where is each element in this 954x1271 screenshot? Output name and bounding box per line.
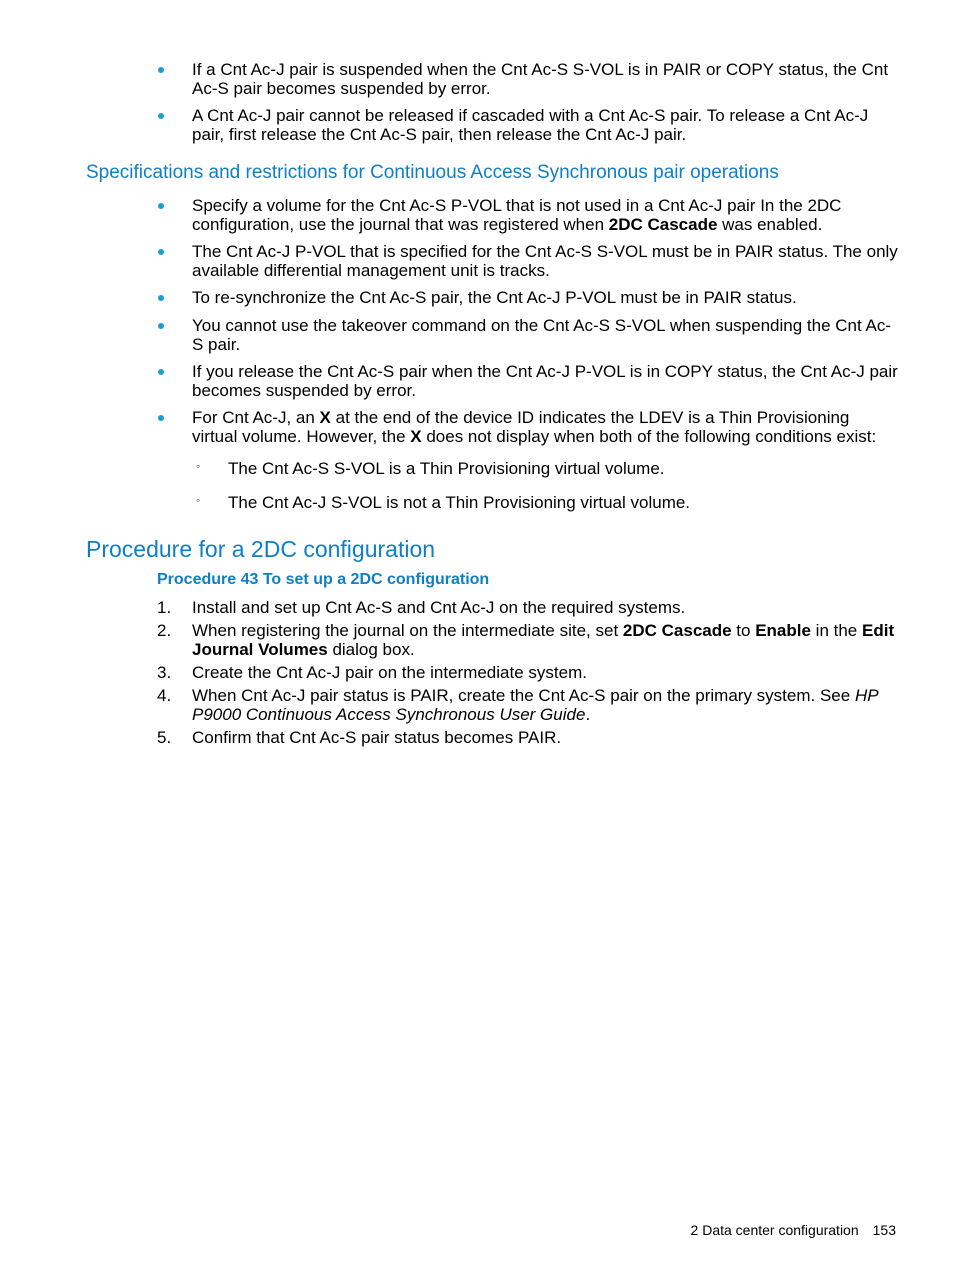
bullet-text: at the end of the device ID indicates the LDEV is a Thin Provisioning virtual volume. However, the	[192, 408, 850, 446]
bullet-text: You cannot use the takeover command on the Cnt Ac-S S-VOL when suspending the Cnt Ac-S pair.	[192, 316, 891, 354]
spec-bullet-list	[0, 196, 954, 512]
step-text: Confirm that Cnt Ac-S pair status becomes PAIR.	[192, 728, 562, 747]
step-text: Install and set up Cnt Ac-S and Cnt Ac-J on the required systems.	[192, 598, 686, 617]
procedure-steps	[0, 598, 954, 747]
page-number: 153	[872, 1222, 896, 1238]
page-footer	[691, 1222, 896, 1238]
bullet-icon	[158, 249, 164, 255]
footer-chapter: 2 Data center configuration	[690, 1222, 859, 1238]
bullet-icon	[158, 415, 164, 421]
list-item	[0, 106, 954, 144]
bullet-icon	[158, 369, 164, 375]
procedure-step	[0, 728, 954, 747]
bullet-text: If a Cnt Ac-J pair is suspended when the Cnt Ac-S S-VOL is in PAIR or COPY status, the Cnt Ac-S pair becomes suspended by error.	[192, 60, 889, 98]
bullet-icon	[158, 113, 164, 119]
list-item	[0, 362, 954, 400]
step-number: 2.	[157, 621, 172, 640]
bullet-text: Specify a volume for the Cnt Ac-S P-VOL that is not used in a Cnt Ac-J pair In the 2DC configuration, use the journal that was registered when	[192, 196, 842, 234]
bullet-icon	[158, 323, 164, 329]
bullet-text: does not display when both of the following conditions exist:	[421, 427, 877, 446]
step-number: 4.	[157, 686, 172, 705]
bold-term: Enable	[755, 621, 811, 640]
bullet-icon	[158, 203, 164, 209]
step-text: in the	[810, 621, 862, 640]
procedure-step	[0, 598, 954, 617]
procedure-step	[0, 621, 954, 659]
bullet-text: was enabled.	[717, 215, 823, 234]
step-text: Create the Cnt Ac-J pair on the intermediate system.	[192, 663, 587, 682]
list-item	[0, 288, 954, 307]
procedure-title: Procedure 43 To set up a 2DC configuration	[157, 571, 490, 588]
bold-term: X	[319, 408, 331, 427]
bullet-text: To re-synchronize the Cnt Ac-S pair, the Cnt Ac-J P-VOL must be in PAIR status.	[192, 288, 797, 307]
bullet-text: A Cnt Ac-J pair cannot be released if cascaded with a Cnt Ac-S pair. To release a Cnt Ac-J pair, first release the Cnt Ac-S pair, then release the Cnt Ac-J pair.	[192, 106, 869, 144]
step-text: dialog box.	[327, 640, 415, 659]
bold-term: X	[410, 427, 422, 446]
step-number: 1.	[157, 598, 172, 617]
bullet-text: For Cnt Ac-J, an	[192, 408, 320, 427]
list-item	[0, 316, 954, 354]
section-heading-procedure: Procedure for a 2DC configuration	[86, 536, 436, 562]
bold-term: 2DC Cascade	[622, 621, 732, 640]
procedure-step	[0, 663, 954, 682]
book-title: HP P9000 Continuous Access Synchronous User Guide	[192, 686, 878, 724]
bullet-text: The Cnt Ac-J P-VOL that is specified for the Cnt Ac-S S-VOL must be in PAIR status. The only available differential management unit is tracks.	[192, 242, 898, 280]
step-text: When registering the journal on the intermediate site, set	[192, 621, 623, 640]
sub-bullet-text: The Cnt Ac-S S-VOL is a Thin Provisioning virtual volume.	[228, 459, 665, 478]
hollow-bullet-icon: ◦	[196, 459, 201, 473]
step-text: to	[731, 621, 756, 640]
section-heading-specifications: Specifications and restrictions for Continuous Access Synchronous pair operations	[86, 162, 779, 183]
bold-term: 2DC Cascade	[608, 215, 718, 234]
bullet-text: If you release the Cnt Ac-S pair when the Cnt Ac-J P-VOL is in COPY status, the Cnt Ac-J pair becomes suspended by error.	[192, 362, 898, 400]
list-item	[0, 196, 954, 234]
top-bullet-list	[0, 60, 954, 144]
list-item	[0, 242, 954, 280]
procedure-step	[0, 686, 954, 724]
step-number: 5.	[157, 728, 172, 747]
step-text: When Cnt Ac-J pair status is PAIR, create the Cnt Ac-S pair on the primary system. See	[192, 686, 855, 705]
list-item	[0, 408, 954, 512]
bold-term: Edit Journal Volumes	[192, 621, 895, 659]
list-item	[0, 60, 954, 98]
step-number: 3.	[157, 663, 172, 682]
hollow-bullet-icon: ◦	[196, 493, 201, 507]
sub-bullet-text: The Cnt Ac-J S-VOL is not a Thin Provisioning virtual volume.	[228, 493, 691, 512]
bullet-icon	[158, 67, 164, 73]
step-text: .	[585, 705, 591, 724]
sub-bullet-list	[192, 459, 898, 512]
bullet-icon	[158, 295, 164, 301]
sub-list-item	[192, 459, 898, 478]
sub-list-item	[192, 493, 898, 512]
